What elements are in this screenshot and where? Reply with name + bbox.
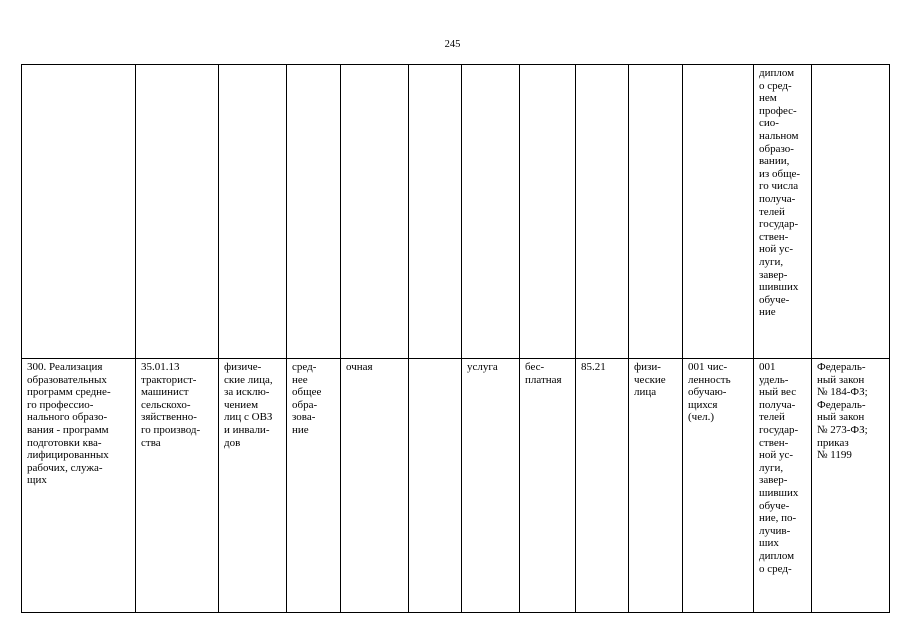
cell-type xyxy=(462,65,520,359)
cell-volume-indicator: 001 чис- ленность обучаю- щихся (чел.) xyxy=(683,359,754,613)
cell-payment: бес- платная xyxy=(520,359,576,613)
services-table xyxy=(21,64,890,613)
cell-type: услуга xyxy=(462,359,520,613)
cell-category xyxy=(629,65,683,359)
cell-consumers: физиче- ские лица, за исклю- чением лиц с ОВЗ и инвали- дов xyxy=(219,359,287,613)
cell-empty xyxy=(409,359,462,613)
cell-code: 35.01.13 тракторист- машинист сельскохо- зяйственно- го производ- ства xyxy=(136,359,219,613)
cell-form: очная xyxy=(341,359,409,613)
cell-code xyxy=(136,65,219,359)
cell-okved xyxy=(576,65,629,359)
cell-education-level xyxy=(287,65,341,359)
cell-quality-indicator: диплом о сред- нем профес- сио- нальном образо- вании, из обще- го числа получа- телей государ- ствен- ной ус- луги, завер- шивших обуче- ние xyxy=(754,65,812,359)
table-row xyxy=(22,65,890,359)
cell-legal-basis xyxy=(812,65,890,359)
cell-form xyxy=(341,65,409,359)
cell-okved: 85.21 xyxy=(576,359,629,613)
cell-service-name xyxy=(22,65,136,359)
cell-empty xyxy=(409,65,462,359)
cell-category: физи- ческие лица xyxy=(629,359,683,613)
cell-quality-indicator: 001 удель- ный вес получа- телей государ- ствен- ной ус- луги, завер- шивших обуче- ние, по- лучив- ших диплом о сред- xyxy=(754,359,812,613)
page-number: 245 xyxy=(444,39,461,50)
cell-payment xyxy=(520,65,576,359)
table-row xyxy=(22,359,890,613)
cell-education-level: сред- нее общее обра- зова- ние xyxy=(287,359,341,613)
cell-legal-basis: Федераль- ный закон № 184-ФЗ; Федераль- ный закон № 273-ФЗ; приказ № 1199 xyxy=(812,359,890,613)
cell-consumers xyxy=(219,65,287,359)
cell-service-name: 300. Реализация образовательных программ средне- го профессио- нального образо- вания - программ подготовки ква- лифицированных рабочих, служа- щих xyxy=(22,359,136,613)
cell-volume-indicator xyxy=(683,65,754,359)
